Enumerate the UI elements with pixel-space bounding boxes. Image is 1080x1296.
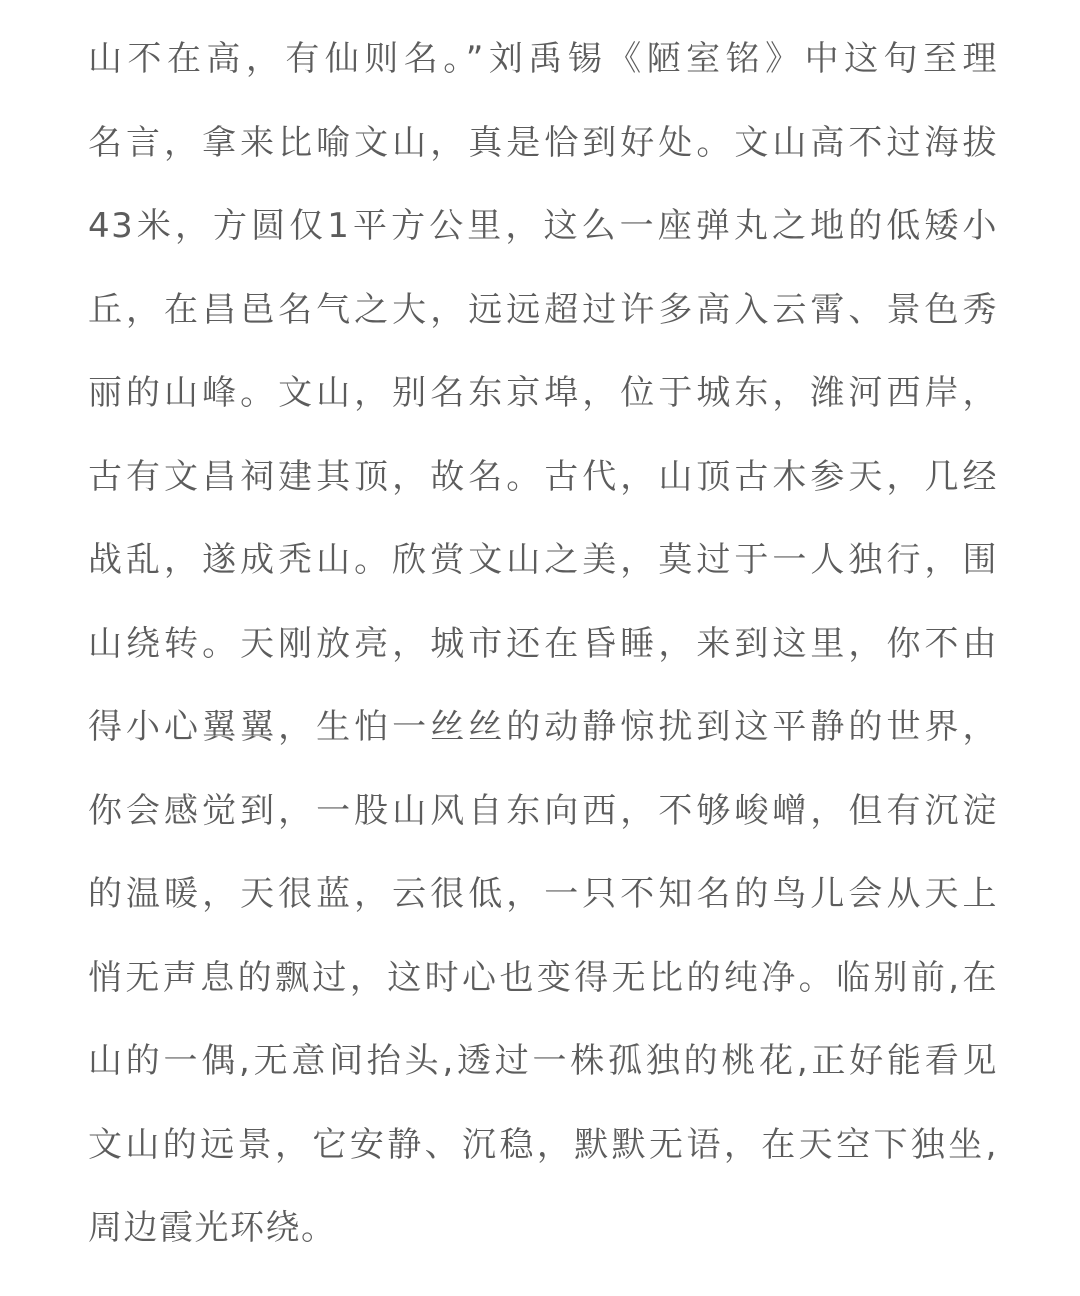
text-line-1: 山不在高，有仙则名。”刘禹锡《陋室铭》中这句至理 — [88, 39, 998, 79]
text-line-14: 文山的远景，它安静、沉稳，默默无语，在天空下独坐, — [88, 1124, 998, 1165]
text-line-13: 山的一偶,无意间抬头,透过一株孤独的桃花,正好能看见 — [88, 1041, 998, 1081]
text-line-10: 你会感觉到，一股山风自东向西，不够峻嶒，但有沉淀 — [88, 790, 998, 831]
text-line-3: 43米，方圆仅1平方公里，这么一座弹丸之地的低矮小 — [88, 206, 998, 246]
text-line-11: 的温暖，天很蓝，云很低，一只不知名的鸟儿会从天上 — [88, 874, 998, 914]
text-line-4: 丘，在昌邑名气之大，远远超过许多高入云霄、景色秀 — [88, 289, 998, 330]
text-line-12: 悄无声息的飘过，这时心也变得无比的纯净。临别前,在 — [88, 957, 998, 998]
text-line-15: 周边霞光环绕。 — [88, 1208, 337, 1248]
text-line-2: 名言，拿来比喻文山，真是恰到好处。文山高不过海拔 — [88, 122, 998, 163]
text-line-5: 丽的山峰。文山，别名东京埠，位于城东，潍河西岸， — [88, 373, 998, 413]
article-text — [88, 30, 998, 1283]
text-line-6: 古有文昌祠建其顶，故名。古代，山顶古木参天，几经 — [88, 456, 998, 497]
text-line-7: 战乱，遂成秃山。欣赏文山之美，莫过于一人独行，围 — [88, 540, 998, 580]
text-line-8: 山绕转。天刚放亮，城市还在昏睡，来到这里，你不由 — [88, 623, 998, 664]
text-line-9: 得小心翼翼，生怕一丝丝的动静惊扰到这平静的世界， — [88, 707, 998, 747]
